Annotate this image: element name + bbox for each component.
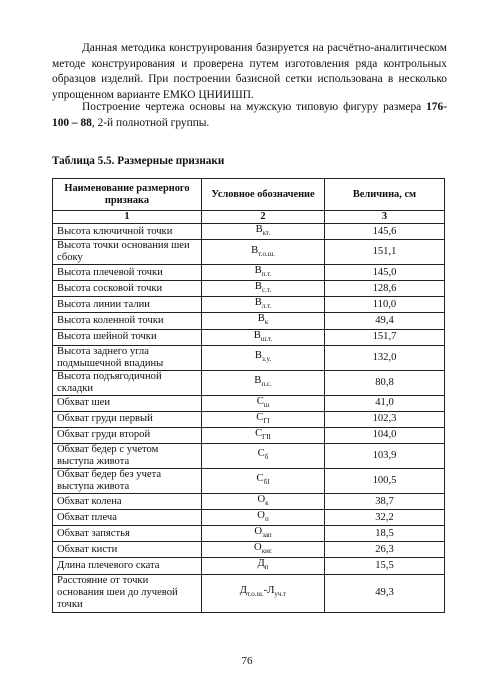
measure-value: 110,0 xyxy=(325,297,445,313)
symbol-subscript: бI xyxy=(263,478,270,487)
symbol-letter: С xyxy=(256,473,264,485)
measure-symbol xyxy=(202,542,325,558)
measure-name: Обхват груди второй xyxy=(53,427,202,443)
table-row xyxy=(53,329,445,345)
measure-name: Высота подъягодичной складки xyxy=(53,370,202,395)
table-row xyxy=(53,395,445,411)
measure-name: Обхват колена xyxy=(53,493,202,509)
measure-value: 41,0 xyxy=(325,395,445,411)
measure-symbol xyxy=(202,558,325,574)
table-row xyxy=(53,240,445,265)
header-number-1: 1 xyxy=(53,211,202,224)
symbol-subscript: л.т. xyxy=(261,302,272,311)
measure-name: Обхват запястья xyxy=(53,526,202,542)
measure-symbol xyxy=(202,281,325,297)
measure-symbol xyxy=(202,345,325,370)
table-caption: Таблица 5.5. Размерные признаки xyxy=(52,155,225,167)
symbol-letter-2: -Л xyxy=(263,585,275,597)
measure-symbol xyxy=(202,526,325,542)
measure-name: Обхват бедер без учета выступа живота xyxy=(53,468,202,493)
measure-name: Обхват бедер с учетом выступа живота xyxy=(53,443,202,468)
symbol-letter: В xyxy=(254,281,262,293)
measure-value: 49,4 xyxy=(325,313,445,329)
symbol-subscript: с.т. xyxy=(261,286,272,295)
symbol-letter: С xyxy=(256,395,264,407)
measure-symbol xyxy=(202,411,325,427)
table-row xyxy=(53,468,445,493)
measurements-table xyxy=(52,178,445,613)
measure-value: 32,2 xyxy=(325,510,445,526)
symbol-subscript: к xyxy=(264,318,269,327)
measure-name: Обхват шеи xyxy=(53,395,202,411)
symbol-subscript-2: уч.т xyxy=(274,590,287,599)
symbol-letter: С xyxy=(256,411,264,423)
intro-paragraph-2-tail: , 2-й полнотной группы. xyxy=(91,116,210,129)
symbol-letter: В xyxy=(254,375,262,387)
symbol-letter: В xyxy=(255,224,263,235)
symbol-subscript: п.т. xyxy=(261,270,272,279)
intro-paragraph-2-text: Построение чертежа основы на мужскую типовую фигуру размера xyxy=(82,101,427,113)
intro-paragraph-1: Данная методика конструирования базируется на расчётно-аналитическом методе конструирования и проверена путем изготовления ряда контрольных образцов изделий. При построении базисной сетки использована в несколько упрощенном варианте ЕМКО ЦНИИШП. xyxy=(52,42,447,101)
symbol-letter: С xyxy=(255,427,263,439)
measure-name: Высота шейной точки xyxy=(53,329,202,345)
symbol-letter: Д xyxy=(239,585,247,597)
header-value: Величина, см xyxy=(325,179,445,211)
header-number-2: 2 xyxy=(202,211,325,224)
measure-symbol xyxy=(202,370,325,395)
measure-symbol xyxy=(202,468,325,493)
symbol-letter: В xyxy=(254,265,262,277)
table-body xyxy=(53,224,445,613)
measure-value: 15,5 xyxy=(325,558,445,574)
page-number: 76 xyxy=(241,655,253,667)
measure-value: 102,3 xyxy=(325,411,445,427)
symbol-subscript: ш.т. xyxy=(260,334,273,343)
measure-name: Высота плечевой точки xyxy=(53,265,202,281)
measure-value: 18,5 xyxy=(325,526,445,542)
table-row xyxy=(53,224,445,240)
symbol-letter: Д xyxy=(257,558,265,570)
measure-name: Обхват груди первый xyxy=(53,411,202,427)
measure-value: 104,0 xyxy=(325,427,445,443)
symbol-letter: В xyxy=(253,329,261,341)
symbol-letter: В xyxy=(257,313,265,325)
measure-value: 151,7 xyxy=(325,329,445,345)
measure-name: Расстояние от точки основания шеи до лучевой точки xyxy=(53,574,202,612)
symbol-letter: О xyxy=(257,493,266,505)
table-row xyxy=(53,411,445,427)
measure-name: Длина плечевого ската xyxy=(53,558,202,574)
symbol-subscript: п xyxy=(264,515,269,524)
table-row xyxy=(53,370,445,395)
symbol-subscript: кт. xyxy=(262,229,271,238)
symbol-letter: О xyxy=(257,510,265,522)
measure-value: 100,5 xyxy=(325,468,445,493)
table-row xyxy=(53,574,445,612)
symbol-subscript: п xyxy=(264,563,269,572)
symbol-subscript: ГI xyxy=(263,416,270,425)
measure-name: Высота линии талии xyxy=(53,297,202,313)
table-row xyxy=(53,526,445,542)
symbol-letter: В xyxy=(254,297,262,309)
measure-symbol xyxy=(202,313,325,329)
measure-value: 145,6 xyxy=(325,224,445,240)
measure-name: Высота заднего угла подмышечной впадины xyxy=(53,345,202,370)
symbol-subscript: зап xyxy=(262,531,272,540)
symbol-letter: В xyxy=(254,350,262,362)
symbol-subscript: з.у. xyxy=(262,355,272,364)
table-row xyxy=(53,265,445,281)
symbol-subscript: п.с. xyxy=(261,380,272,389)
measure-name: Обхват плеча xyxy=(53,510,202,526)
symbol-subscript: б xyxy=(264,453,269,462)
size-code: 176-100 – 88 xyxy=(52,101,447,129)
measure-name: Высота сосковой точки xyxy=(53,281,202,297)
intro-paragraph-2 xyxy=(52,100,447,131)
measure-symbol xyxy=(202,240,325,265)
measure-symbol xyxy=(202,443,325,468)
measure-symbol xyxy=(202,265,325,281)
measure-value: 145,0 xyxy=(325,265,445,281)
measure-name: Высота коленной точки xyxy=(53,313,202,329)
table-row xyxy=(53,443,445,468)
table-row xyxy=(53,297,445,313)
measure-value: 128,6 xyxy=(325,281,445,297)
table-row xyxy=(53,558,445,574)
symbol-letter: О xyxy=(254,542,262,554)
symbol-subscript: кис xyxy=(261,547,272,556)
measure-value: 49,3 xyxy=(325,574,445,612)
symbol-letter: О xyxy=(254,526,263,538)
table-row xyxy=(53,493,445,509)
measure-value: 80,8 xyxy=(325,370,445,395)
symbol-letter: С xyxy=(257,448,265,460)
measure-value: 26,3 xyxy=(325,542,445,558)
measure-symbol xyxy=(202,297,325,313)
header-name: Наименование размерного признака xyxy=(53,179,202,211)
measure-symbol xyxy=(202,427,325,443)
table-row xyxy=(53,281,445,297)
header-number-3: 3 xyxy=(325,211,445,224)
symbol-subscript: т.о.ш. xyxy=(246,590,264,599)
symbol-subscript: ш xyxy=(263,400,270,409)
measure-value: 103,9 xyxy=(325,443,445,468)
symbol-subscript: к xyxy=(265,499,269,508)
measure-value: 151,1 xyxy=(325,240,445,265)
measure-name: Высота ключичной точки xyxy=(53,224,202,240)
table-row xyxy=(53,427,445,443)
measure-symbol xyxy=(202,493,325,509)
measure-symbol xyxy=(202,329,325,345)
symbol-subscript: т.о.ш. xyxy=(258,249,275,258)
measure-symbol xyxy=(202,224,325,240)
measure-name: Обхват кисти xyxy=(53,542,202,558)
measure-value: 38,7 xyxy=(325,493,445,509)
header-symbol: Условное обозначение xyxy=(202,179,325,211)
symbol-subscript: ГII xyxy=(262,432,271,441)
measure-value: 132,0 xyxy=(325,345,445,370)
measure-symbol xyxy=(202,510,325,526)
symbol-letter: В xyxy=(251,244,259,256)
measure-symbol xyxy=(202,395,325,411)
table-row xyxy=(53,510,445,526)
measure-name: Высота точки основания шеи сбоку xyxy=(53,240,202,265)
table-row xyxy=(53,313,445,329)
measure-symbol xyxy=(202,574,325,612)
table-row xyxy=(53,345,445,370)
table-row xyxy=(53,542,445,558)
